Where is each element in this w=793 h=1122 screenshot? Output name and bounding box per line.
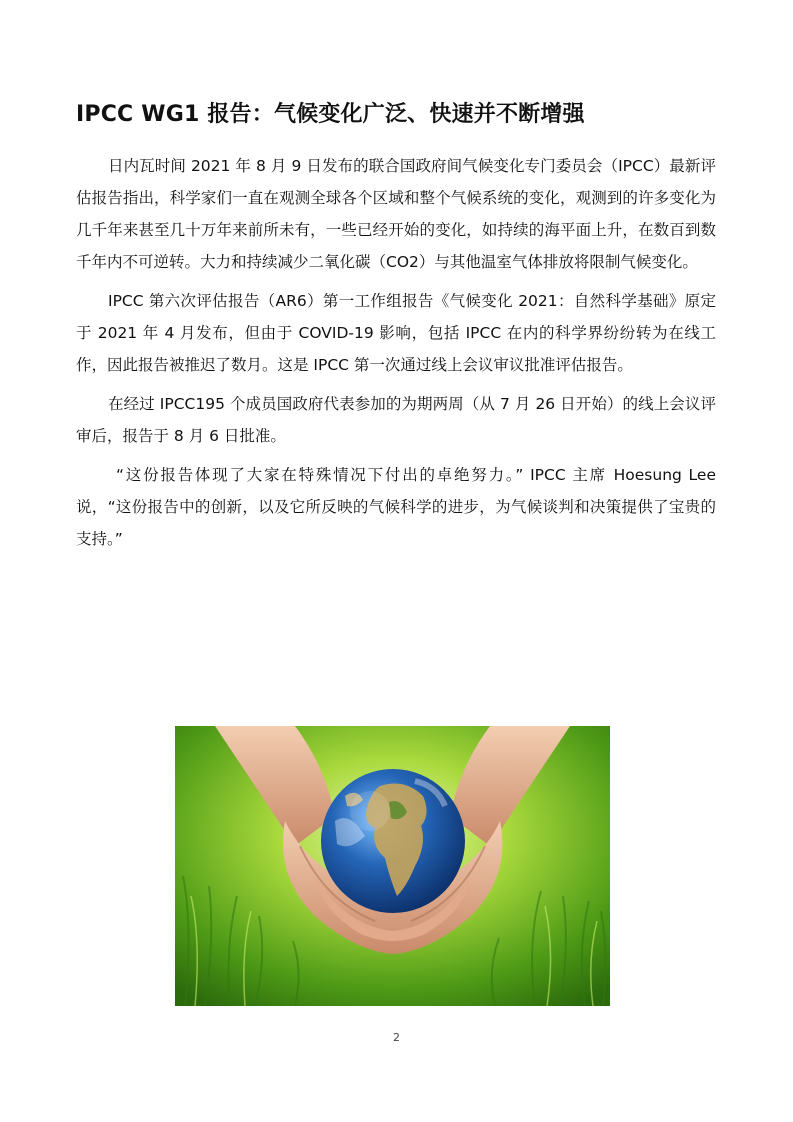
paragraph-quote: “这份报告体现了大家在特殊情况下付出的卓绝努力。” IPCC 主席 Hoesung Lee 说，“这份报告中的创新，以及它所反映的气候科学的进步，为气候谈判和决策提供了宝贵的支持。” xyxy=(76,466,716,548)
document-body xyxy=(76,150,716,562)
globe-in-hands-photo xyxy=(175,726,610,1006)
paragraph-ar6: IPCC 第六次评估报告（AR6）第一工作组报告《气候变化 2021：自然科学基础》原定于 2021 年 4 月发布，但由于 COVID-19 影响，包括 IPCC 在内的科学界纷纷转为在线工作，因此报告被推迟了数月。这是 IPCC 第一次通过线上会议审议批准评估报告。 xyxy=(76,292,716,374)
paragraph-intro: 日内瓦时间 2021 年 8 月 9 日发布的联合国政府间气候变化专门委员会（IPCC）最新评估报告指出，科学家们一直在观测全球各个区域和整个气候系统的变化，观测到的许多变化为几千年来甚至几十万年来前所未有，一些已经开始的变化，如持续的海平面上升，在数百到数千年内不可逆转。大力和持续减少二氧化碳（CO2）与其他温室气体排放将限制气候变化。 xyxy=(76,157,716,271)
document-title: IPCC WG1 报告：气候变化广泛、快速并不断增强 xyxy=(76,102,585,127)
paragraph-approval: 在经过 IPCC195 个成员国政府代表参加的为期两周（从 7 月 26 日开始）的线上会议评审后，报告于 8 月 6 日批准。 xyxy=(76,395,716,445)
page-number: 2 xyxy=(393,1031,400,1044)
